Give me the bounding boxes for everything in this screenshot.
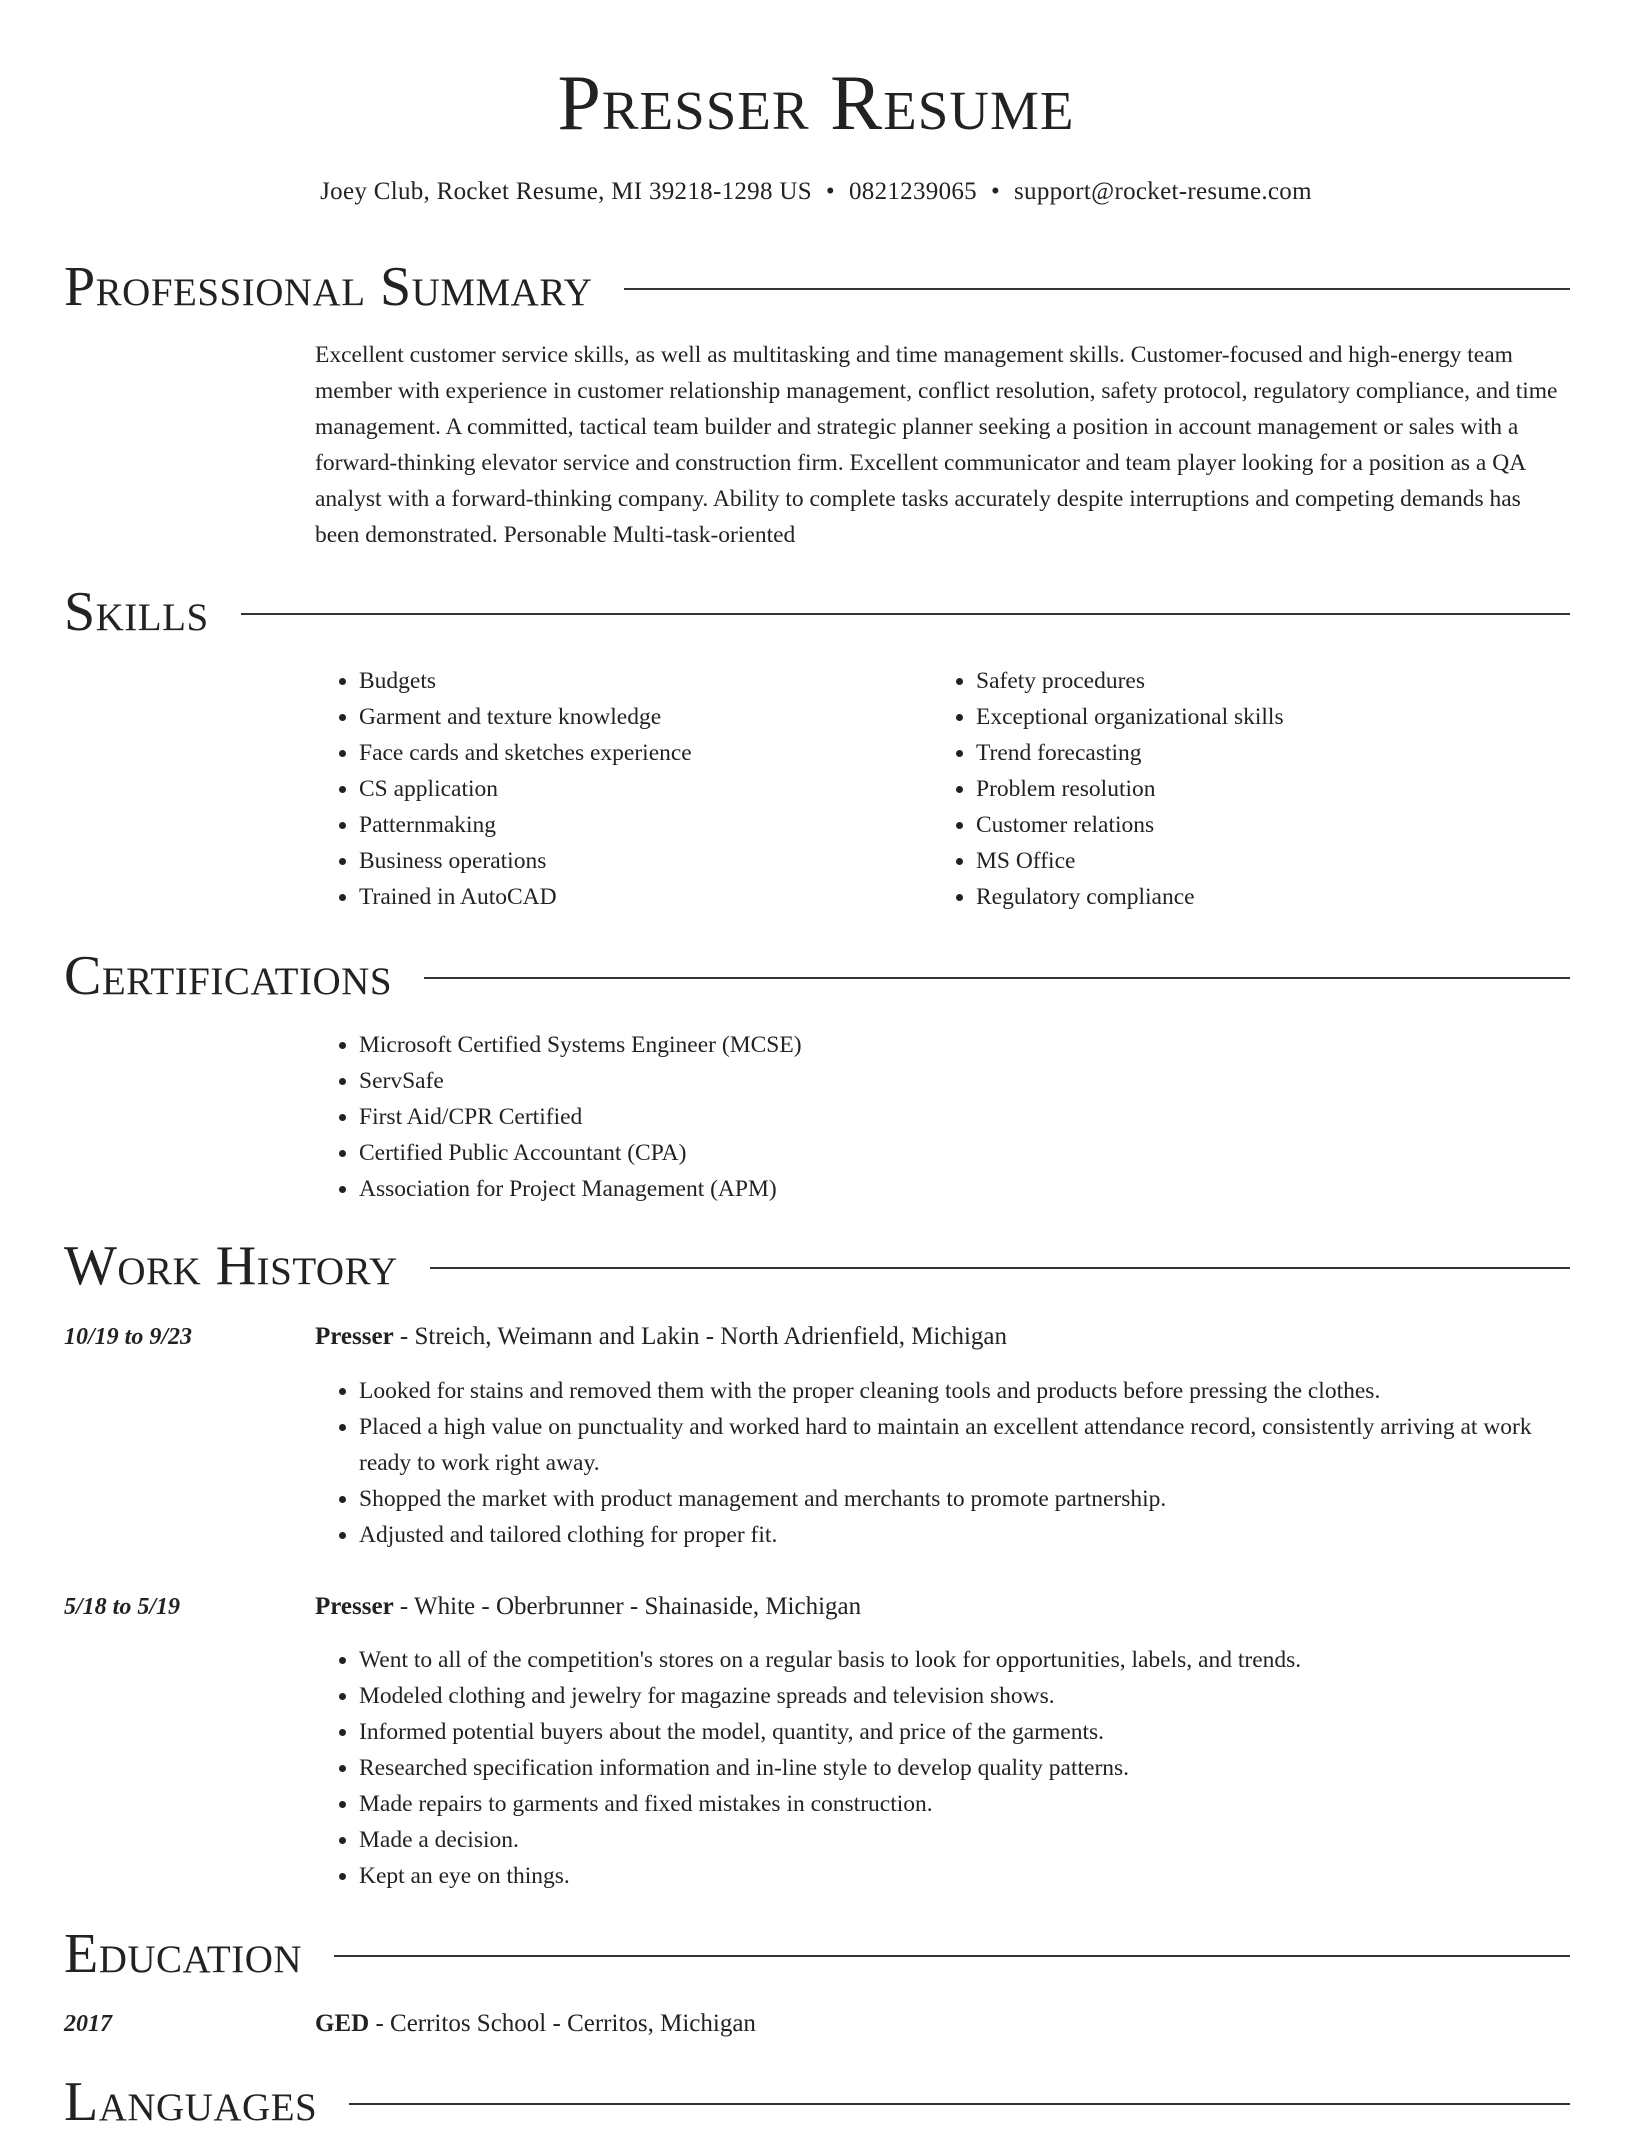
responsibility-item: • Went to all of the competition's stores on a regular basis to look for opportunities, labels, and trends. [359,1642,1570,1678]
certification-item: • First Aid/CPR Certified [359,1099,1570,1135]
skills-column-left [315,663,915,915]
skill-item: • Customer relations [976,807,1532,843]
skills-list-left [315,663,915,915]
summary-section-header [64,252,1570,322]
job-responsibilities [315,1373,1570,1553]
job-dates: 5/18 to 5/19 [64,1594,181,1620]
section-divider [349,2103,1570,2105]
skill-item: • Regulatory compliance [976,879,1532,915]
work-history-heading: Work History [64,1235,398,1297]
skill-item: • Patternmaking [359,807,915,843]
skills-list-right [932,663,1532,915]
responsibility-item: • Informed potential buyers about the model, quantity, and price of the garments. [359,1714,1570,1750]
languages-section-header [64,2067,1570,2137]
responsibility-item: • Made repairs to garments and fixed mistakes in construction. [359,1786,1570,1822]
certification-item: • Association for Project Management (APM) [359,1171,1570,1207]
job-dates: 10/19 to 9/23 [64,1324,193,1350]
responsibility-item: • Modeled clothing and jewelry for magazine spreads and television shows. [359,1678,1570,1714]
languages-heading: Languages [64,2071,318,2133]
job-heading [315,1319,1570,1355]
section-divider [334,1955,1570,1957]
job-responsibilities [315,1642,1570,1894]
contact-email: support@rocket-resume.com [1014,178,1312,205]
skill-item: • Safety procedures [976,663,1532,699]
skill-item: • Business operations [359,843,915,879]
responsibility-item: • Made a decision. [359,1822,1570,1858]
contact-line [0,172,1632,212]
skill-item: • Trend forecasting [976,735,1532,771]
responsibility-item: • Looked for stains and removed them with the proper cleaning tools and products before pressing the clothes. [359,1373,1570,1409]
certification-item: • Microsoft Certified Systems Engineer (MCSE) [359,1027,1570,1063]
job-title: Presser [315,1593,394,1620]
job-employer-location: - White - Oberbrunner - Shainaside, Michigan [393,1593,862,1620]
skill-item: • MS Office [976,843,1532,879]
skills-column-right [932,663,1532,915]
responsibility-item: • Shopped the market with product management and merchants to promote partnership. [359,1481,1570,1517]
resume-title: Presser Resume [557,59,1075,146]
responsibility-item: • Researched specification information and in-line style to develop quality patterns. [359,1750,1570,1786]
summary-text: Excellent customer service skills, as well as multitasking and time management skills. Customer-focused and high-energy team member with experience in customer relationship management, conflict resolution, safety protocol, regulatory compliance, and time management. A committed, tactical team builder and strategic planner seeking a position in account management or sales with a forward-thinking elevator service and construction firm. Excellent communicator and team player looking for a position as a QA analyst with a forward-thinking company. Ability to complete tasks accurately despite interruptions and competing demands has been demonstrated. Personable Multi-task-oriented [315,342,1558,548]
skill-item: • Problem resolution [976,771,1532,807]
skill-item: • Face cards and sketches experience [359,735,915,771]
section-divider [424,977,1570,979]
certifications-block [315,1027,1570,1207]
skill-item: • Exceptional organizational skills [976,699,1532,735]
skill-item: • Trained in AutoCAD [359,879,915,915]
education-section-header [64,1919,1570,1989]
separator-dot: • [990,178,1001,205]
skills-heading: Skills [64,581,209,643]
job-employer-location: - Streich, Weimann and Lakin - North Adrienfield, Michigan [393,1323,1008,1350]
skill-item: • Budgets [359,663,915,699]
summary-heading: Professional Summary [64,256,593,318]
responsibility-list [315,1373,1570,1553]
education-heading: Education [64,1923,303,1985]
certifications-list [315,1027,1570,1207]
education-entry [315,2006,1570,2042]
responsibility-item: • Adjusted and tailored clothing for proper fit. [359,1517,1570,1553]
certification-item: • ServSafe [359,1063,1570,1099]
certifications-section-header [64,941,1570,1011]
contact-address: Joey Club, Rocket Resume, MI 39218-1298 US [320,178,812,205]
responsibility-list [315,1642,1570,1894]
section-divider [241,613,1570,615]
certifications-heading: Certifications [64,945,393,1007]
job-title: Presser [315,1323,394,1350]
education-degree: GED [315,2010,370,2037]
contact-phone: 0821239065 [848,178,977,205]
responsibility-item: • Kept an eye on things. [359,1858,1570,1894]
work-history-section-header [64,1231,1570,1301]
responsibility-item: • Placed a high value on punctuality and worked hard to maintain an excellent attendance record, consistently arriving at work ready to work right away. [359,1409,1570,1481]
skill-item: • Garment and texture knowledge [359,699,915,735]
section-divider [430,1267,1570,1269]
education-year: 2017 [64,2011,112,2037]
separator-dot: • [825,178,835,205]
skill-item: • CS application [359,771,915,807]
job-heading [315,1589,1570,1625]
skills-section-header [64,577,1570,647]
section-divider [624,288,1570,290]
certification-item: • Certified Public Accountant (CPA) [359,1135,1570,1171]
education-school-location: - Cerritos School - Cerritos, Michigan [369,2010,756,2037]
